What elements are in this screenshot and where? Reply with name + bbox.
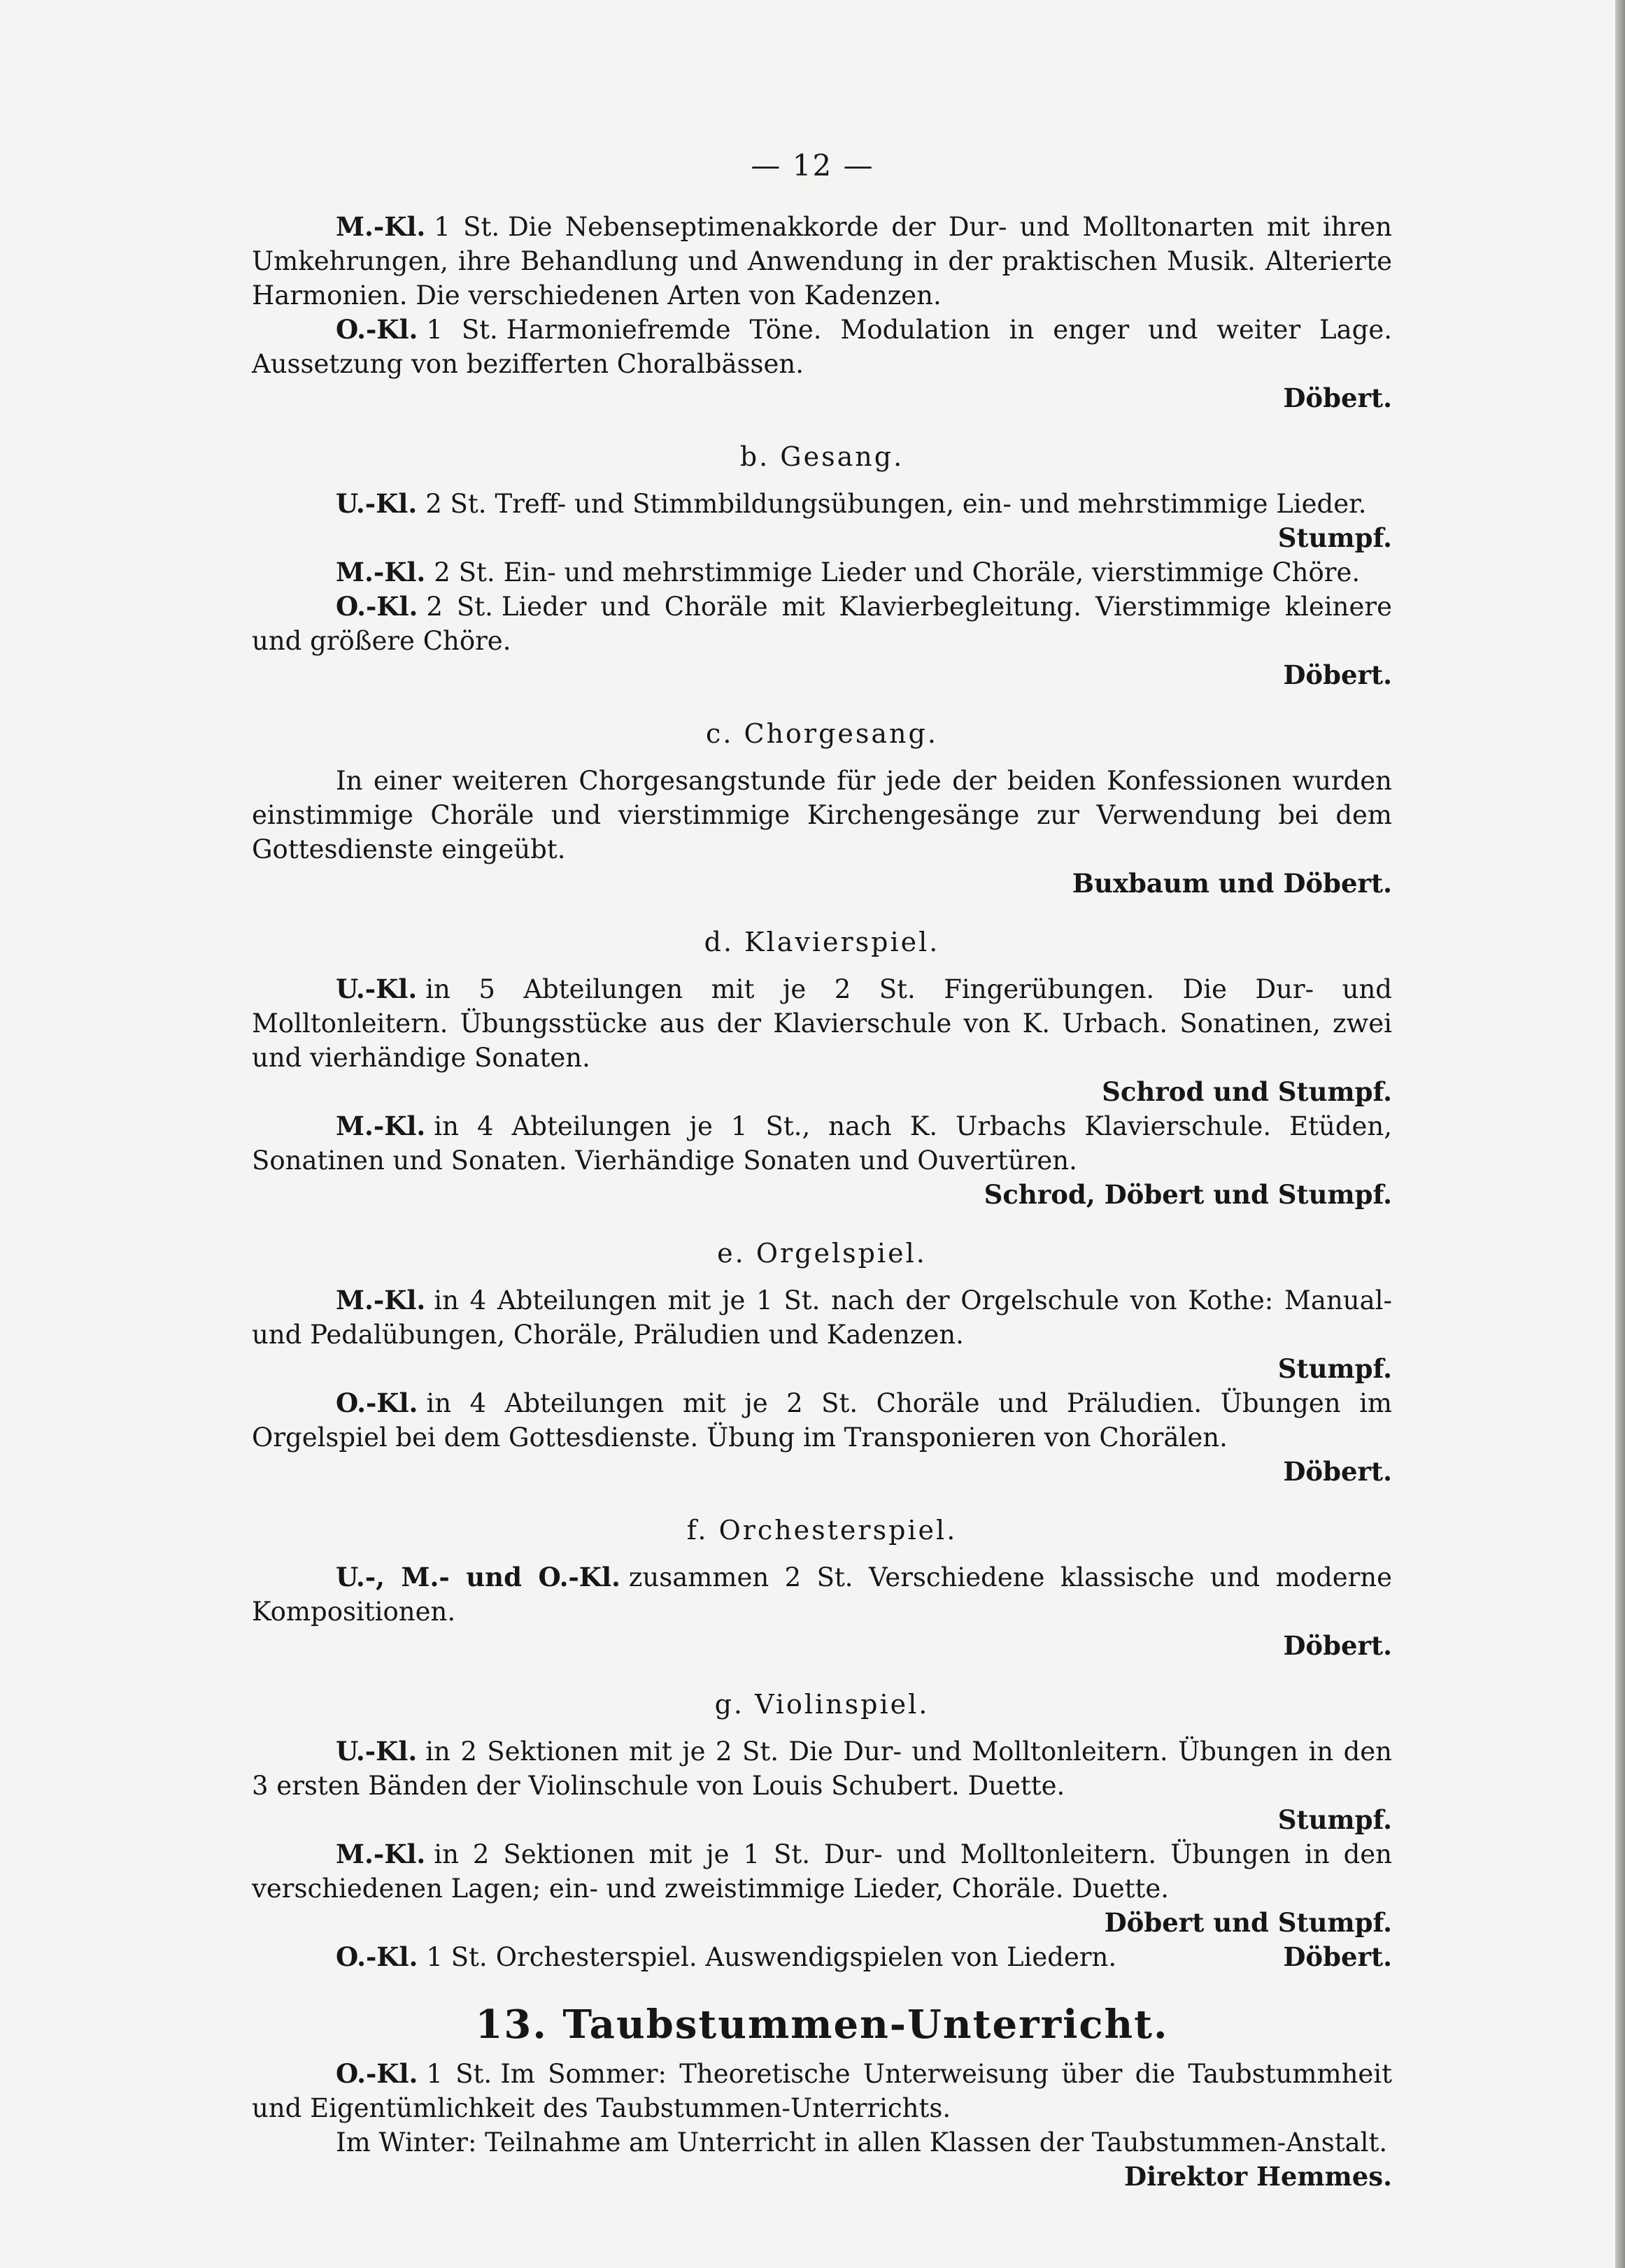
teacher-signature: Stumpf. xyxy=(1277,1804,1392,1835)
teacher-signature: Buxbaum und Döbert. xyxy=(1072,868,1392,899)
hours-label: 1 St. xyxy=(426,315,498,345)
hours-label: 1 St. xyxy=(426,1942,488,1972)
paragraph-text: Orchesterspiel. Auswendigspielen von Liedern. xyxy=(495,1942,1117,1972)
class-label: M.-Kl. xyxy=(336,557,426,587)
violin-m-paragraph xyxy=(252,1837,1392,1906)
teacher-signature: Schrod, Döbert und Stumpf. xyxy=(984,1179,1392,1210)
section-heading-taubstummen: 13. Taubstummen-Unterricht. xyxy=(475,2002,1169,2048)
paragraph-text: Lieder und Choräle mit Klavierbegleitung. Vierstimmige kleinere und größere Chöre. xyxy=(252,592,1392,656)
class-label: U.-Kl. xyxy=(336,973,418,1004)
teacher-signature: Döbert. xyxy=(1283,659,1392,690)
subsection-heading-chorgesang: c. Chorgesang. xyxy=(706,718,938,749)
class-label: O.-Kl. xyxy=(336,591,418,622)
teacher-signature: Schrod und Stumpf. xyxy=(1102,1076,1392,1107)
hours-label: 1 St. xyxy=(426,2059,492,2089)
orchester-paragraph xyxy=(252,1560,1392,1629)
page-number: — 12 — xyxy=(751,148,874,183)
class-label: O.-Kl. xyxy=(336,1941,418,1972)
paragraph-text: Ein- und mehrstimmige Lieder und Choräle, vierstimmige Chöre. xyxy=(503,557,1361,587)
teacher-signature: Direktor Hemmes. xyxy=(1123,2161,1392,2192)
paragraph-text: in 4 Abteilungen mit je 1 St. nach der Orgelschule von Kothe: Manual- und Pedalübungen, Choräle, Präludien und Kadenzen. xyxy=(252,1285,1392,1350)
hours-label: 1 St. xyxy=(434,212,500,242)
gesang-u-paragraph xyxy=(252,487,1392,521)
class-label: U.-Kl. xyxy=(336,488,418,519)
paragraph-text: in 4 Abteilungen mit je 2 St. Choräle und Präludien. Übungen im Orgelspiel bei dem Gottesdienste. Übung im Transponieren von Chorälen. xyxy=(252,1388,1392,1453)
chorgesang-paragraph: In einer weiteren Chorgesangstunde für jede der beiden Konfessionen wurden einstimmige Choräle und vierstimmige Kirchengesänge zur Verwendung bei dem Gottesdienste eingeübt. xyxy=(252,766,1392,864)
page-content xyxy=(252,210,1392,2194)
class-label: M.-Kl. xyxy=(336,1111,426,1141)
gesang-o-paragraph xyxy=(252,590,1392,658)
class-label: U.-, M.- und O.-Kl. xyxy=(336,1562,620,1592)
class-label: M.-Kl. xyxy=(336,1839,426,1869)
harmonie-o-paragraph xyxy=(252,313,1392,381)
taubstummen-winter-paragraph: Im Winter: Teilnahme am Unterricht in allen Klassen der Taubstummen-Anstalt. xyxy=(336,2127,1388,2158)
hours-label: 2 St. xyxy=(426,592,493,622)
klavier-u-paragraph xyxy=(252,972,1392,1075)
hours-label: 2 St. xyxy=(425,489,487,519)
teacher-signature: Döbert. xyxy=(1283,1941,1392,1972)
class-label: M.-Kl. xyxy=(336,1285,426,1315)
teacher-signature: Döbert. xyxy=(1283,1630,1392,1661)
violin-o-paragraph xyxy=(252,1940,1392,1974)
hours-label: 2 St. xyxy=(434,557,495,587)
subsection-heading-orchester: f. Orchesterspiel. xyxy=(686,1515,958,1546)
class-label: M.-Kl. xyxy=(336,211,426,242)
subsection-heading-violin: g. Violinspiel. xyxy=(714,1689,930,1720)
paragraph-text: in 5 Abteilungen mit je 2 St. Fingerübungen. Die Dur- und Molltonleitern. Übungsstücke aus der Klavierschule von K. Urbach. Sonatinen, zwei und vierhändige Sonaten. xyxy=(252,974,1392,1073)
klavier-m-paragraph xyxy=(252,1109,1392,1178)
subsection-heading-orgel: e. Orgelspiel. xyxy=(717,1238,927,1269)
paragraph-text: in 2 Sektionen mit je 2 St. Die Dur- und Molltonleitern. Übungen in den 3 ersten Bänden der Violinschule von Louis Schubert. Duette. xyxy=(252,1736,1392,1801)
paragraph-text: zusammen 2 St. Verschiedene klassische und moderne Kompositionen. xyxy=(252,1562,1392,1627)
paragraph-text: Die Nebenseptimenakkorde der Dur- und Molltonarten mit ihren Umkehrungen, ihre Behandlung und Anwendung in der praktischen Musik. Alterierte Harmonien. Die verschiedenen Arten von Kadenzen. xyxy=(252,212,1392,311)
taubstummen-paragraph xyxy=(252,2057,1392,2125)
teacher-signature: Döbert und Stumpf. xyxy=(1104,1907,1392,1938)
gesang-m-paragraph xyxy=(252,555,1392,590)
violin-u-paragraph xyxy=(252,1734,1392,1803)
subsection-heading-gesang: b. Gesang. xyxy=(739,441,904,472)
class-label: O.-Kl. xyxy=(336,1388,418,1418)
paragraph-text: Treff- und Stimmbildungsübungen, ein- und mehrstimmige Lieder. xyxy=(495,489,1367,519)
subsection-heading-klavier: d. Klavierspiel. xyxy=(704,927,940,957)
class-label: O.-Kl. xyxy=(336,2058,418,2089)
paragraph-text: in 2 Sektionen mit je 1 St. Dur- und Molltonleitern. Übungen in den verschiedenen Lagen; ein- und zweistimmige Lieder, Choräle. Duette. xyxy=(252,1839,1392,1904)
page-edge-shadow xyxy=(1615,0,1625,2268)
paragraph-text: Im Sommer: Theoretische Unterweisung über die Taubstummheit und Eigentümlichkeit des Taubstummen-Unterrichts. xyxy=(252,2059,1393,2123)
teacher-signature: Stumpf. xyxy=(1277,522,1392,553)
paragraph-text: in 4 Abteilungen je 1 St., nach K. Urbachs Klavierschule. Etüden, Sonatinen und Sonaten. Vierhändige Sonaten und Ouvertüren. xyxy=(252,1111,1392,1176)
teacher-signature: Döbert. xyxy=(1283,383,1392,413)
harmonie-m-paragraph xyxy=(252,210,1392,313)
paragraph-text: Harmoniefremde Töne. Modulation in enger und weiter Lage. Aussetzung von bezifferten Choralbässen. xyxy=(252,315,1392,379)
orgel-o-paragraph xyxy=(252,1386,1392,1455)
orgel-m-paragraph xyxy=(252,1283,1392,1352)
class-label: O.-Kl. xyxy=(336,314,418,345)
teacher-signature: Döbert. xyxy=(1283,1456,1392,1487)
teacher-signature: Stumpf. xyxy=(1277,1353,1392,1384)
class-label: U.-Kl. xyxy=(336,1736,418,1767)
